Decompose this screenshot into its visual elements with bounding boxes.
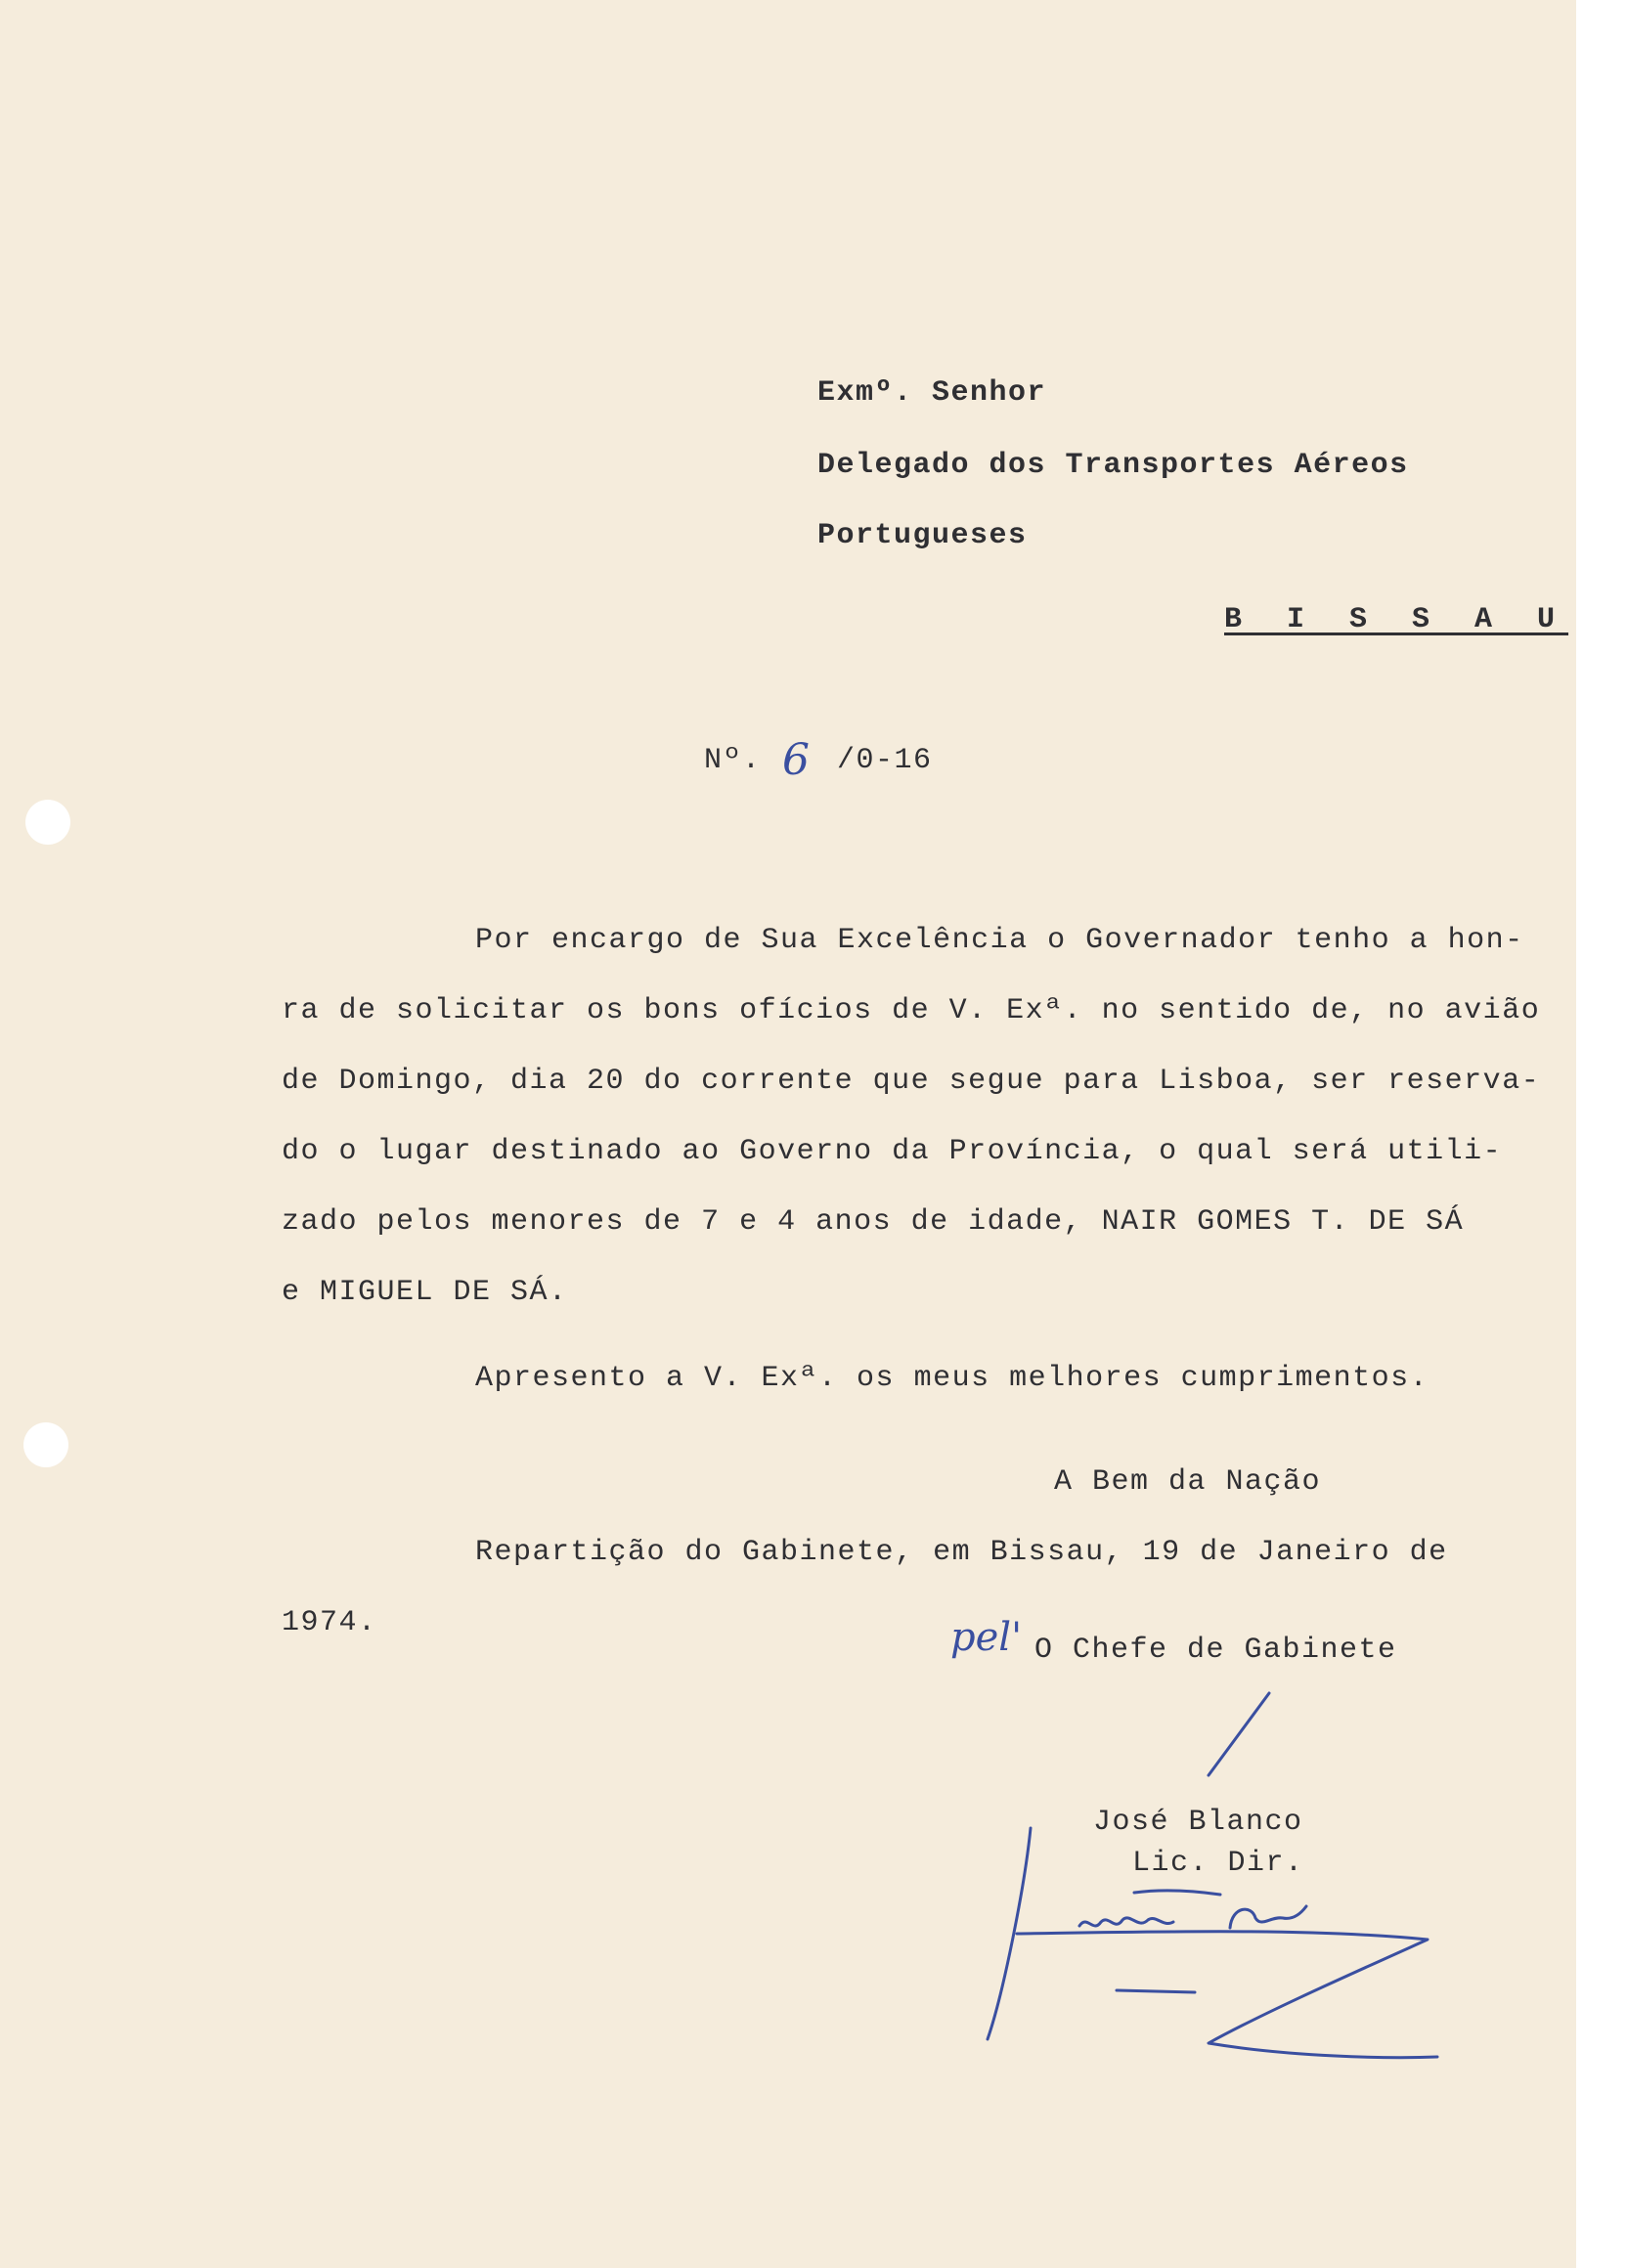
signer-role: O Chefe de Gabinete — [1034, 1634, 1397, 1667]
body-greeting: Apresento a V. Exª. os meus melhores cumprimentos. — [475, 1362, 1429, 1395]
address-line-salutation: Exmº. Senhor — [817, 376, 1047, 410]
address-city: B I S S A U — [1224, 603, 1569, 636]
address-line-organization: Portugueses — [817, 519, 1028, 552]
body-line-2: ra de solicitar os bons ofícios de V. Exª. no sentido de, no avião — [282, 994, 1541, 1027]
reference-suffix: /0-16 — [837, 744, 933, 777]
body-line-3: de Domingo, dia 20 do corrente que segue para Lisboa, ser reserva- — [282, 1065, 1541, 1098]
closing-year: 1974. — [282, 1606, 377, 1639]
signer-title: Lic. Dir. — [1132, 1847, 1304, 1880]
closing-salutation: A Bem da Nação — [1054, 1465, 1322, 1499]
address-line-recipient: Delegado dos Transportes Aéreos — [817, 449, 1409, 482]
scan-edge — [1576, 0, 1627, 2268]
reference-prefix: Nº. — [704, 744, 762, 777]
body-line-1: Por encargo de Sua Excelência o Governador tenho a hon- — [475, 924, 1524, 957]
handwritten-pel: pel' — [950, 1615, 1023, 1660]
body-line-4: do o lugar destinado ao Governo da Província, o qual será utili- — [282, 1135, 1503, 1168]
closing-place-date: Repartição do Gabinete, em Bissau, 19 de Janeiro de — [475, 1536, 1448, 1569]
body-line-5: zado pelos menores de 7 e 4 anos de idade, NAIR GOMES T. DE SÁ — [282, 1205, 1465, 1239]
signer-name: José Blanco — [1093, 1806, 1303, 1839]
reference-handwritten-number: 6 — [782, 735, 810, 785]
body-line-6: e MIGUEL DE SÁ. — [282, 1276, 568, 1309]
